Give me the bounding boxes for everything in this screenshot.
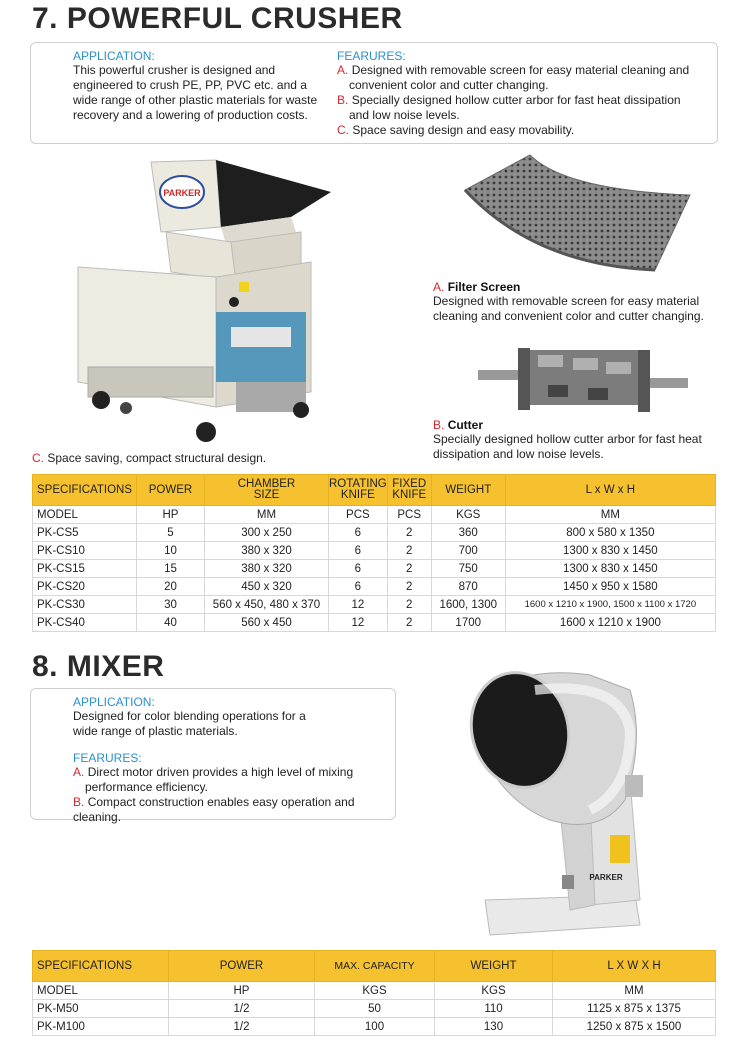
table-cell: KGS: [315, 982, 435, 1000]
table-cell: 6: [329, 578, 388, 596]
feature-item-a: A. Direct motor driven provides a high level of mixing: [73, 765, 354, 779]
feature-letter: B: [73, 795, 82, 809]
table-cell: PCS: [387, 506, 431, 524]
table-cell: 360: [431, 524, 505, 542]
feature-letter: A: [73, 765, 82, 779]
caption-letter: B: [433, 418, 442, 432]
crusher-application-line: recovery and a lowering of production costs.: [73, 108, 308, 122]
table-cell: 1600, 1300: [431, 596, 505, 614]
table-cell: MM: [553, 982, 716, 1000]
table-header-row: [33, 475, 716, 506]
table-cell: 1250 x 875 x 1500: [553, 1018, 716, 1036]
table-cell: 450 x 320: [205, 578, 329, 596]
table-cell: PK-M50: [33, 1000, 169, 1018]
feature-text: convenient color and cutter changing.: [349, 78, 549, 92]
caption-letter: C: [32, 451, 41, 465]
table-header-cell: POWER: [137, 475, 205, 506]
mixer-machine-image: [440, 660, 715, 940]
table-cell: 2: [387, 542, 431, 560]
table-cell: HP: [137, 506, 205, 524]
feature-text: Compact construction enables easy operation and cleaning.: [73, 795, 355, 824]
table-cell: MODEL: [33, 982, 169, 1000]
caption-text: dissipation and low noise levels.: [433, 447, 604, 461]
table-row: [33, 560, 716, 578]
header-line: ROTATING: [329, 478, 387, 490]
crusher-info-box: [30, 42, 718, 144]
table-cell: 2: [387, 560, 431, 578]
table-cell: 30: [137, 596, 205, 614]
table-cell: PCS: [329, 506, 388, 524]
table-row: [33, 1000, 716, 1018]
feature-item-a: A. Designed with removable screen for easy material cleaning and: [337, 63, 690, 77]
table-header-cell: POWER: [169, 951, 315, 982]
caption-letter: A: [433, 280, 442, 294]
table-cell: MM: [505, 506, 715, 524]
header-line: CHAMBER: [237, 478, 296, 490]
table-header-cell: WEIGHT: [435, 951, 553, 982]
table-header-cell: SPECIFICATIONS: [33, 475, 137, 506]
table-cell: PK-CS20: [33, 578, 137, 596]
cutter-illustration: [478, 340, 693, 418]
caption-text: cleaning and convenient color and cutter changing.: [433, 309, 704, 323]
feature-text: performance efficiency.: [85, 780, 208, 794]
table-cell: 700: [431, 542, 505, 560]
caption-title: Filter Screen: [447, 280, 521, 294]
mixer-application-heading: APPLICATION:: [73, 695, 155, 709]
table-cell: PK-CS40: [33, 614, 137, 632]
table-cell: 15: [137, 560, 205, 578]
header-line: SIZE: [253, 489, 280, 501]
feature-text: and low noise levels.: [349, 108, 460, 122]
table-cell: 2: [387, 596, 431, 614]
crusher-application-line: This powerful crusher is designed and: [73, 63, 276, 77]
crusher-application-line: engineered to crush PE, PP, PVC etc. and a: [73, 78, 307, 92]
mixer-features-heading: FEARURES:: [73, 751, 142, 765]
table-units-group: [33, 506, 716, 524]
crusher-machine-illustration: [66, 152, 346, 452]
table-cell: MM: [205, 506, 329, 524]
table-row: [33, 1018, 716, 1036]
table-cell: 1600 x 1210 x 1900: [505, 614, 715, 632]
header-line: FIXED: [392, 478, 427, 490]
crusher-machine-image: [66, 152, 346, 452]
table-cell: 100: [315, 1018, 435, 1036]
parker-logo-text: PARKER: [163, 188, 201, 198]
table-cell: 110: [435, 1000, 553, 1018]
crusher-application-heading: APPLICATION:: [73, 49, 155, 63]
table-header-cell: SPECIFICATIONS: [33, 951, 169, 982]
crusher-features-heading: FEARURES:: [337, 49, 406, 63]
mixer-application-line: wide range of plastic materials.: [73, 724, 238, 738]
table-cell: 50: [315, 1000, 435, 1018]
table-cell: 1600 x 1210 x 1900, 1500 x 1100 x 1720: [505, 596, 715, 614]
table-units-row: [33, 982, 716, 1000]
table-cell: 750: [431, 560, 505, 578]
table-cell: PK-CS30: [33, 596, 137, 614]
table-cell: PK-CS10: [33, 542, 137, 560]
table-cell: KGS: [435, 982, 553, 1000]
caption-text: Space saving, compact structural design.: [47, 451, 267, 465]
table-header-cell: MAX. CAPACITY: [315, 951, 435, 982]
table-header-cell: L x W x H: [505, 475, 715, 506]
table-row: [33, 524, 716, 542]
header-line: KNIFE: [392, 489, 427, 501]
table-cell: 1/2: [169, 1018, 315, 1036]
mixer-title: 8. MIXER: [32, 650, 165, 683]
table-cell: 380 x 320: [205, 542, 329, 560]
feature-letter: B: [337, 93, 346, 107]
table-header-cell: [387, 475, 431, 506]
table-cell: 2: [387, 524, 431, 542]
table-cell: 1300 x 830 x 1450: [505, 560, 715, 578]
table-cell: 5: [137, 524, 205, 542]
feature-item-b: B. Compact construction enables easy operation and cleaning.: [73, 795, 355, 824]
table-row: [33, 542, 716, 560]
table-cell: 6: [329, 560, 388, 578]
table-cell: MODEL: [33, 506, 137, 524]
mixer-info-content: [73, 695, 393, 825]
mixer-application-line: Designed for color blending operations for a: [73, 709, 306, 723]
feature-text: Direct motor driven provides a high level of mixing: [87, 765, 354, 779]
table-cell: 2: [387, 578, 431, 596]
crusher-features: [337, 49, 707, 138]
table-cell: PK-CS5: [33, 524, 137, 542]
feature-text: Designed with removable screen for easy material cleaning and: [351, 63, 690, 77]
table-cell: PK-M100: [33, 1018, 169, 1036]
feature-letter: A: [337, 63, 346, 77]
table-cell: 560 x 450: [205, 614, 329, 632]
header-line: KNIFE: [340, 489, 375, 501]
mixer-machine-illustration: [440, 660, 715, 940]
table-cell: 6: [329, 524, 388, 542]
table-cell: 12: [329, 596, 388, 614]
table-cell: KGS: [431, 506, 505, 524]
table-cell: 10: [137, 542, 205, 560]
table-row: [33, 596, 716, 614]
table-cell: 40: [137, 614, 205, 632]
table-row: [33, 614, 716, 632]
table-cell: HP: [169, 982, 315, 1000]
caption-c: C. Space saving, compact structural design.: [32, 451, 267, 465]
table-units-group: [33, 982, 716, 1000]
mixer-spec-table: [32, 950, 716, 1036]
table-cell: 870: [431, 578, 505, 596]
table-body: [33, 1000, 716, 1036]
table-cell: 1/2: [169, 1000, 315, 1018]
table-cell: 6: [329, 542, 388, 560]
table-header-row: [33, 951, 716, 982]
table-units-row: [33, 506, 716, 524]
table-cell: 800 x 580 x 1350: [505, 524, 715, 542]
table-cell: 1700: [431, 614, 505, 632]
caption-text: Designed with removable screen for easy material: [433, 294, 700, 308]
crusher-application-line: wide range of other plastic materials for waste: [73, 93, 318, 107]
table-header-cell: L X W X H: [553, 951, 716, 982]
crusher-spec-table: [32, 474, 716, 632]
caption-text: Specially designed hollow cutter arbor for fast heat: [433, 432, 702, 446]
feature-text: Specially designed hollow cutter arbor for fast heat dissipation: [351, 93, 681, 107]
feature-item-c: C. Space saving design and easy movability.: [337, 123, 575, 137]
cutter-image: [478, 340, 693, 418]
table-cell: 130: [435, 1018, 553, 1036]
table-cell: 20: [137, 578, 205, 596]
feature-letter: C: [337, 123, 346, 137]
caption-b: B. Cutter Specially designed hollow cutter arbor for fast heat dissipation and low noise levels.: [433, 418, 723, 462]
mixer-info-box: [30, 688, 396, 824]
caption-title: Cutter: [447, 418, 484, 432]
filter-screen-illustration: [455, 150, 695, 280]
caption-a: A. Filter Screen Designed with removable screen for easy material cleaning and convenient color and cutter changing.: [433, 280, 723, 324]
feature-text: Space saving design and easy movability.: [352, 123, 575, 137]
filter-screen-image: [455, 150, 695, 280]
table-cell: 12: [329, 614, 388, 632]
parker-logo-text: PARKER: [589, 873, 623, 882]
table-header-cell: [205, 475, 329, 506]
table-header-cell: [329, 475, 388, 506]
table-cell: 560 x 450, 480 x 370: [205, 596, 329, 614]
crusher-application: [73, 49, 333, 123]
table-cell: 1300 x 830 x 1450: [505, 542, 715, 560]
table-cell: PK-CS15: [33, 560, 137, 578]
crusher-title: 7. POWERFUL CRUSHER: [32, 2, 403, 35]
feature-item-b: B. Specially designed hollow cutter arbor for fast heat dissipation: [337, 93, 681, 107]
table-body: [33, 524, 716, 632]
table-cell: 2: [387, 614, 431, 632]
table-cell: 1125 x 875 x 1375: [553, 1000, 716, 1018]
table-cell: 1450 x 950 x 1580: [505, 578, 715, 596]
table-cell: 380 x 320: [205, 560, 329, 578]
table-row: [33, 578, 716, 596]
table-header-cell: WEIGHT: [431, 475, 505, 506]
table-cell: 300 x 250: [205, 524, 329, 542]
